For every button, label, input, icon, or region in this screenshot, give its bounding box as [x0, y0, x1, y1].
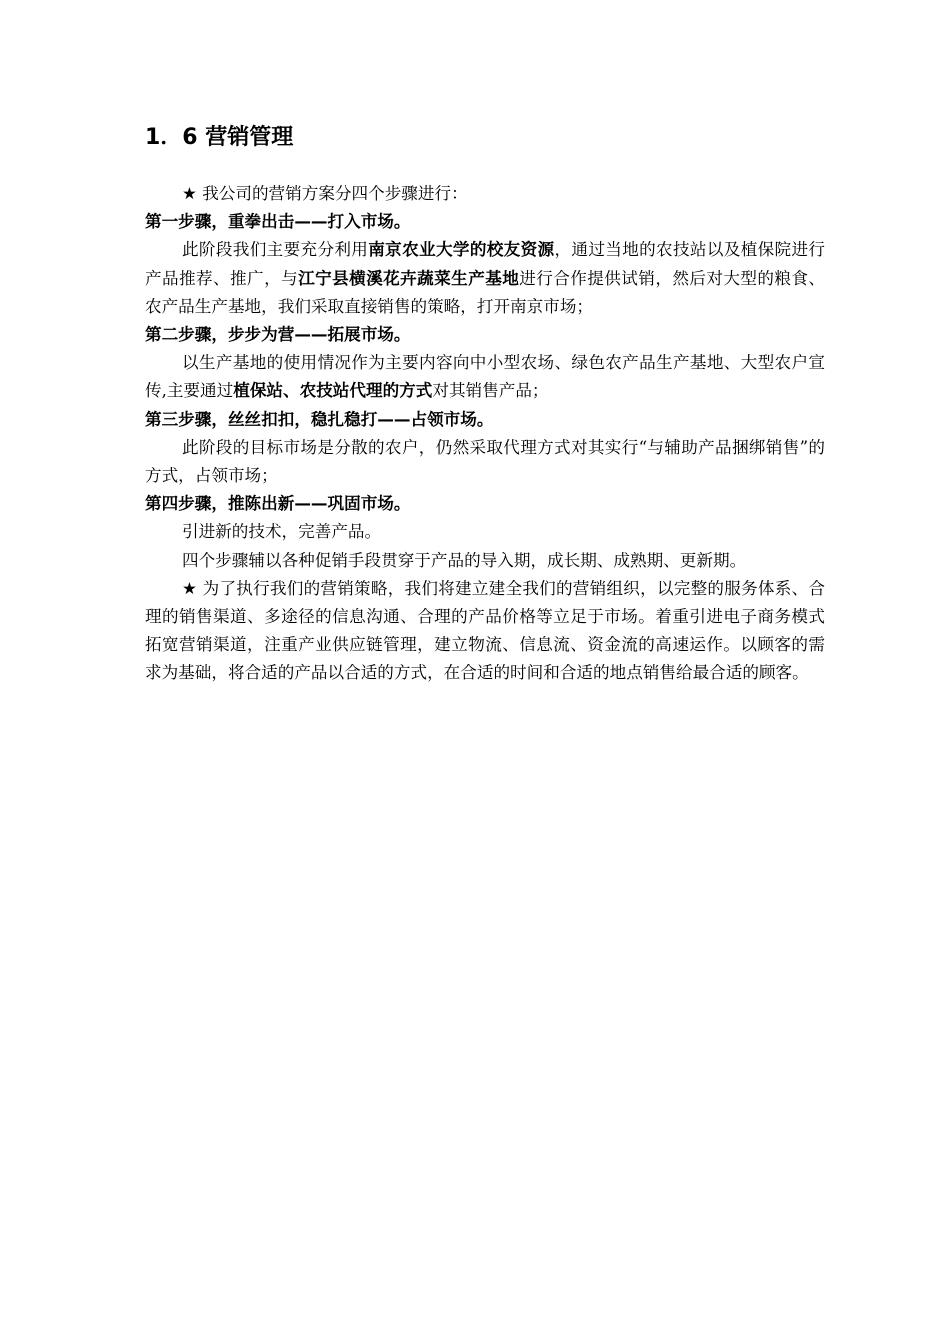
step2-title: 第二步骤，步步为营——拓展市场。	[145, 325, 411, 345]
step4-title: 第四步骤，推陈出新——巩固市场。	[145, 494, 411, 514]
star-icon: ★	[182, 184, 197, 203]
step2-text-2: 对其销售产品；	[432, 381, 549, 401]
step3-title: 第三步骤，丝丝扣扣，稳扎稳打——占领市场。	[145, 409, 494, 429]
closing-paragraph	[145, 575, 825, 688]
step3-paragraph: 此阶段的目标市场是分散的农户，仍然采取代理方式对其实行“与辅助产品捆绑销售”的方式，占领市场；	[145, 437, 825, 486]
step1-title: 第一步骤，重拳出击——打入市场。	[145, 212, 411, 232]
document-page	[145, 118, 825, 688]
summary-paragraph: 四个步骤辅以各种促销手段贯穿于产品的导入期，成长期、成熟期、更新期。	[182, 550, 747, 570]
step1-text-1: 此阶段我们主要充分利用	[182, 240, 369, 260]
step1-text-2: ，通过当地的农技站以及植保院进行产品推荐、推广，与	[145, 240, 826, 288]
step1-paragraph	[145, 236, 825, 321]
step4-paragraph: 引进新的技术，完善产品。	[182, 522, 382, 542]
intro-paragraph	[145, 180, 825, 208]
step2-paragraph	[145, 349, 825, 405]
section-heading: 1．6 营销管理	[145, 125, 294, 150]
closing-text: 为了执行我们的营销策略，我们将建立建全我们的营销组织，以完整的服务体系、合理的销售渠道、多途径的信息沟通、合理的产品价格等立足于市场。着重引进电子商务模式拓宽营销渠道，注重产业供应链管理，建立物流、信息流、资金流的高速运作。以顾客的需求为基础，将合适的产品以合适的方式，在合适的时间和合适的地点销售给最合适的顾客。	[145, 578, 825, 683]
step1-highlight-2: 江宁县横溪花卉蔬菜生产基地	[298, 268, 520, 288]
step2-highlight-1: 植保站、农技站代理的方式	[233, 381, 433, 401]
step1-highlight-1: 南京农业大学的校友资源	[368, 240, 555, 260]
intro-text: 我公司的营销方案分四个步骤进行：	[196, 184, 468, 203]
step1-text-3: 进行合作提供试销，然后对大型的粮食、农产品生产基地，我们采取直接销售的策略，打开南京市场；	[145, 268, 826, 316]
step2-text-1: 以生产基地的使用情况作为主要内容向中小型农场、绿色农产品生产基地、大型农户宣传,主要通过	[145, 353, 825, 401]
star-icon: ★	[182, 578, 198, 598]
